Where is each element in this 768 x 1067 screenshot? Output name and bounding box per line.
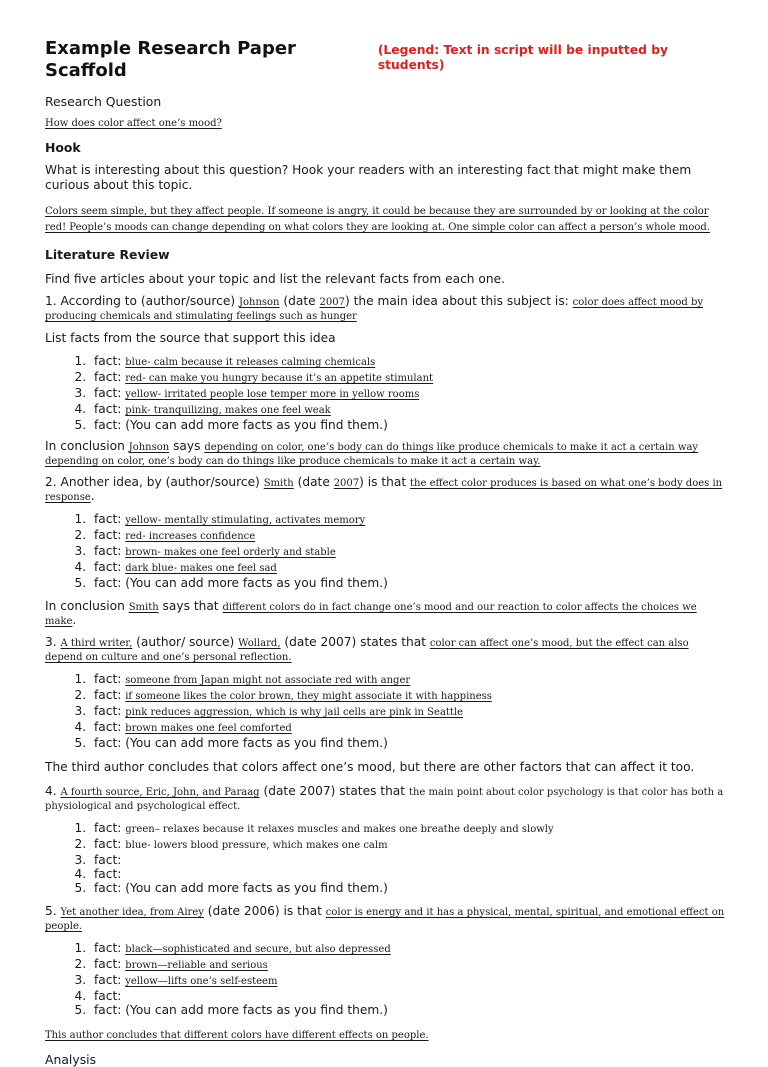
source-1-main-idea: color does affect mood by producing chemicals and stimulating feelings such as hunger xyxy=(45,297,704,323)
source-2-main-idea: the effect color produces is based on what one’s body does in response xyxy=(45,477,723,503)
list-item: 4. fact: dark blue- makes one feel sad xyxy=(90,560,726,576)
title-row xyxy=(45,38,726,82)
source-4-facts xyxy=(45,821,726,895)
source-4-intro: 4. A fourth source, Eric, John, and Paraag (date 2007) states that the main point about color psychology is that color has both a physiological and psychological effect. xyxy=(45,783,724,812)
list-item: 4. fact: pink- tranquilizing, makes one feel weak xyxy=(90,402,726,418)
source-3-main-idea: color can affect one’s mood, but the effect can also depend on culture and one’s personal reflection. xyxy=(45,637,689,663)
source-2-facts xyxy=(45,512,726,590)
list-item: 5. fact: (You can add more facts as you find them.) xyxy=(90,881,726,895)
research-question-label: Research Question xyxy=(45,93,162,109)
source-1-list-label: List facts from the source that support this idea xyxy=(45,331,336,346)
analysis-label: Analysis xyxy=(45,1052,97,1067)
list-item: 1. fact: someone from Japan might not associate red with anger xyxy=(90,672,726,688)
source-5-intro: 5. Yet another idea, from Airey (date 2006) is that color is energy and it has a physical, mental, spiritual, and emotional effect on people. xyxy=(45,903,725,932)
literature-review-intro: Find five articles about your topic and list the relevant facts from each one. xyxy=(45,272,505,287)
list-item: 4. fact: brown makes one feel comforted xyxy=(90,720,726,736)
list-item: 2. fact: blue- lowers blood pressure, which makes one calm xyxy=(90,837,726,853)
list-item: 3. fact: yellow—lifts one’s self-esteem xyxy=(90,973,726,989)
source-5-conclusion: This author concludes that different colors have different effects on people. xyxy=(45,1029,429,1041)
list-item: 1. fact: green– relaxes because it relaxes muscles and makes one breathe deeply and slowly xyxy=(90,821,726,837)
list-item: 3. fact: yellow- irritated people lose temper more in yellow rooms xyxy=(90,386,726,402)
list-item: 2. fact: red- can make you hungry because it’s an appetite stimulant xyxy=(90,370,726,386)
source-2-conclusion: In conclusion Smith says that different colors do in fact change one’s mood and our reaction to color affects the choices we make. xyxy=(45,598,697,627)
source-5-facts xyxy=(45,941,726,1017)
list-item: 4. fact: xyxy=(90,989,726,1003)
list-item: 5. fact: (You can add more facts as you find them.) xyxy=(90,418,726,432)
list-item: 5. fact: (You can add more facts as you find them.) xyxy=(90,736,726,750)
list-item: 2. fact: red- increases confidence xyxy=(90,528,726,544)
list-item: 3. fact: brown- makes one feel orderly and stable xyxy=(90,544,726,560)
hook-heading: Hook xyxy=(45,140,81,156)
legend-note: (Legend: Text in script will be inputted by students) xyxy=(377,43,669,72)
source-1-intro: 1. According to (author/source) Johnson (date 2007) the main idea about this subject is: color does affect mood by producing chemicals and stimulating feelings such as hunger xyxy=(45,294,704,323)
literature-review-heading: Literature Review xyxy=(45,247,170,263)
list-item: 3. fact: xyxy=(90,853,726,867)
source-2-intro: 2. Another idea, by (author/source) Smith (date 2007) is that the effect color produces is based on what one’s body does in response. xyxy=(45,474,723,503)
source-2-author: Smith xyxy=(263,477,294,489)
source-1-facts xyxy=(45,354,726,432)
source-1-conclusion: In conclusion Johnson says depending on color, one’s body can do things like produce chemicals to make it act a certain way depending on color, one’s body can do things like produce chemicals to make it act a certain way. xyxy=(45,438,699,467)
list-item: 5. fact: (You can add more facts as you find them.) xyxy=(90,576,726,590)
source-3-facts xyxy=(45,672,726,750)
list-item: 2. fact: if someone likes the color brown, they might associate it with happiness xyxy=(90,688,726,704)
hook-answer: Colors seem simple, but they affect people. If someone is angry, it could be because they are surrounded by or looking at the color red! People’s moods can change depending on what colors they are looking at. One simple color can affect a person’s whole mood. xyxy=(45,206,710,234)
list-item: 3. fact: pink reduces aggression, which is why jail cells are pink in Seattle xyxy=(90,704,726,720)
source-3-conclusion: The third author concludes that colors affect one’s mood, but there are other factors that can affect it too. xyxy=(45,759,695,774)
hook-prompt: What is interesting about this question? Hook your readers with an interesting fact that might make them curious about this topic. xyxy=(45,163,692,193)
list-item: 1. fact: blue- calm because it releases calming chemicals xyxy=(90,354,726,370)
list-item: 2. fact: brown—reliable and serious xyxy=(90,957,726,973)
source-1-date: 2007 xyxy=(319,297,345,309)
list-item: 4. fact: xyxy=(90,867,726,881)
source-5-main-idea: color is energy and it has a physical, mental, spiritual, and emotional effect on people. xyxy=(45,906,725,932)
list-item: 1. fact: yellow- mentally stimulating, activates memory xyxy=(90,512,726,528)
source-1-author: Johnson xyxy=(238,297,280,309)
research-question-answer: How does color affect one’s mood? xyxy=(45,118,222,130)
list-item: 5. fact: (You can add more facts as you find them.) xyxy=(90,1003,726,1017)
source-3-intro: 3. A third writer, (author/ source) Wollard, (date 2007) states that color can affect one’s mood, but the effect can also depend on culture and one’s personal reflection. xyxy=(45,634,689,663)
source-4-main-idea: the main point about color psychology is that color has both a physiological and psychological effect. xyxy=(45,786,724,812)
list-item: 1. fact: black—sophisticated and secure, but also depressed xyxy=(90,941,726,957)
page-title: Example Research Paper Scaffold xyxy=(45,38,296,81)
